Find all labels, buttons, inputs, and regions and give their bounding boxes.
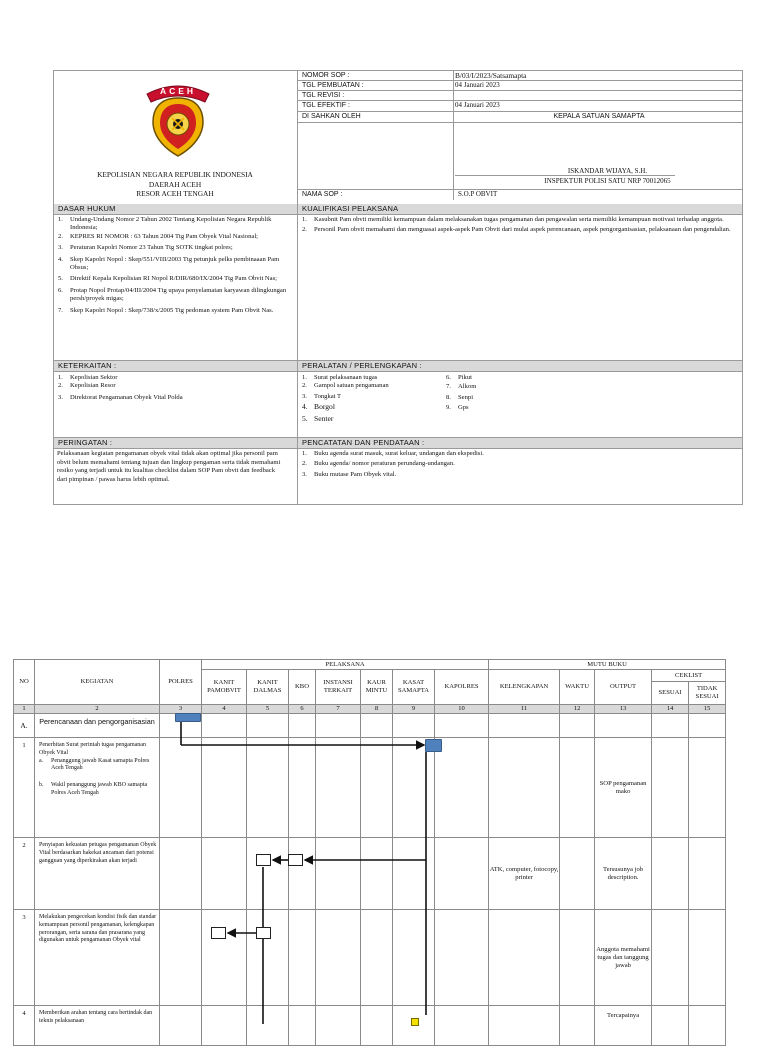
col-mutu-buku-header: MUTU BUKU — [489, 660, 726, 670]
tgl-revisi-label: TGL REVISI : — [302, 92, 345, 99]
list-item: 1. Kasubnit Pam obvit memiliki kemampuan dalam melaksanakan tugas pengamanan dan pengawalan serta memiliki kemampuan motivasi terhadap anggota. — [302, 216, 724, 223]
col-number: 9 — [393, 705, 435, 714]
section-no: A. — [14, 714, 35, 738]
list-item: 6. Pikut — [446, 374, 472, 381]
signer-name: ISKANDAR WIJAYA, S.H. — [567, 167, 648, 175]
col-no-header: NO — [14, 660, 35, 705]
disahkan-value: KEPALA SATUAN SAMAPTA — [553, 113, 645, 120]
list-item: 4. Skep Kapolri Nopol : Skep/551/VIII/2003 Ttg petunjuk pelks pembinaaan Pam Obsus; — [58, 255, 280, 272]
col-number: 15 — [689, 705, 726, 714]
list-item: 2. Buku agenda/ nomor peraturan perundang-undangan. — [302, 460, 455, 468]
list-item: 6. Protap Nopol Protap/04/III/2004 Ttg upaya penyelamatan karyawan dilingkungan persh/proyek migas; — [58, 286, 287, 303]
row-no: 4 — [14, 1006, 35, 1046]
col-kasat-samapta-header: KASAT SAMAPTA — [393, 670, 435, 705]
org-line-1: KEPOLISIAN NEGARA REPUBLIK INDONESIA — [97, 170, 253, 179]
col-number: 8 — [361, 705, 393, 714]
col-number: 6 — [289, 705, 316, 714]
col-kegiatan-header: KEGIATAN — [35, 660, 160, 705]
col-kbo-header: KBO — [289, 670, 316, 705]
list-item: 1. Kepolisian Sektor — [58, 374, 118, 381]
list-item: 3. Buku mutase Pam Obyek vital. — [302, 470, 397, 478]
logo-banner-text: ACEH — [159, 86, 197, 96]
col-number: 4 — [202, 705, 247, 714]
row-no: 3 — [14, 910, 35, 1006]
keterkaitan-header: KETERKAITAN : — [54, 361, 297, 371]
col-kanit-pamobvit-header: KANIT PAMOBVIT — [202, 670, 247, 705]
list-item: 2. Gampol satuan pengamanan — [302, 382, 389, 390]
row-no: 2 — [14, 838, 35, 910]
peringatan-text: Pelaksanaan kegiatan pengamanan obyek vital tidak akan optimal jika personil pam obvit belum memahami tentang tujuan dan lingkup pengaman serta tidak memahami resiko yang terjadi untuk itu kualitas checklist dalam SOP Pam obvit dan feedback dari pimpinan / pawas harus lebih optimal. — [57, 450, 281, 483]
col-pelaksana-header: PELAKSANA — [202, 660, 489, 670]
col-number: 11 — [489, 705, 560, 714]
row-no: 1 — [14, 738, 35, 838]
tgl-pembuatan-value: 04 Januari 2023 — [455, 81, 500, 89]
col-number: 7 — [316, 705, 361, 714]
list-item: 1. Undang-Undang Nomor 2 Tahun 2002 Tentang Kepolisian Negara Republik Indonesia; — [58, 216, 272, 232]
col-output-header: OUTPUT — [595, 670, 652, 705]
section-title: Perencanaan dan pengorganisasian — [35, 714, 160, 738]
flow-dalmas-box — [256, 854, 271, 866]
flow-kasat-box — [425, 739, 442, 752]
col-ceklist-header: CEKLIST — [652, 670, 726, 682]
org-line-3: RESOR ACEH TENGAH — [136, 189, 214, 199]
col-kaur-mintu-header: KAUR MINTU — [361, 670, 393, 705]
col-number: 3 — [160, 705, 202, 714]
peringatan-header: PERINGATAN : — [54, 438, 297, 448]
col-polres-header: POLRES — [160, 660, 202, 705]
col-instansi-header: INSTANSI TERKAIT — [316, 670, 361, 705]
nama-sop-label: NAMA SOP : — [302, 191, 343, 198]
col-number: 5 — [247, 705, 289, 714]
list-item: 2. Kepolisian Resor — [58, 382, 116, 390]
row-output: Anggota memahami tugas dan tanggung jawab — [595, 910, 652, 1006]
col-kelengkapan-header: KELENGKAPAN — [489, 670, 560, 705]
list-item: 4. Borgol — [302, 402, 335, 412]
list-item: 1. Buku agenda surat masuk, surat keluar, undangan dan ekspedisi. — [302, 450, 484, 457]
list-item: 7. Alkom — [446, 383, 477, 391]
col-number: 14 — [652, 705, 689, 714]
kualifikasi-header: KUALIFIKASI PELAKSANA — [298, 204, 742, 214]
col-number: 13 — [595, 705, 652, 714]
row-output: SOP pengamanan mako — [595, 738, 652, 838]
list-item: 2. KEPRES RI NOMOR : 63 Tahun 2004 Ttg Pam Obyek Vital Nasional; — [58, 232, 258, 240]
pencatatan-header: PENCATATAN DAN PENDATAAN : — [298, 438, 742, 448]
list-item: 9. Gps — [446, 404, 469, 412]
col-number: 2 — [35, 705, 160, 714]
list-item: 7. Skep Kapolri Nopol : Skep/738/x/2005 Ttg pedoman system Pam Obvit Nas. — [58, 306, 274, 314]
tgl-pembuatan-label: TGL PEMBUATAN : — [302, 82, 364, 89]
dasar-hukum-header: DASAR HUKUM — [54, 204, 297, 214]
list-item: 2. Personil Pam obvit memahami dan menguasai aspek-aspek Pam Obvit dari mulai aspek perencanaan, aspek pengorganisasian, pelaksanaan dan pengendalian. — [302, 226, 731, 234]
col-number: 12 — [560, 705, 595, 714]
col-waktu-header: WAKTU — [560, 670, 595, 705]
row-kegiatan: Penyiapan kekuatan petugas pengamanan Obyek Vital berdasarkan hakekat ancaman dari potensi gangguan yang diperkirakan akan terjadi — [35, 838, 160, 910]
tgl-efektif-label: TGL EFEKTIF : — [302, 102, 350, 109]
flow-pamobvit-box — [211, 927, 226, 939]
col-kapolres-header: KAPOLRES — [435, 670, 489, 705]
nama-sop-value: S.O.P OBVIT — [458, 190, 498, 198]
row-kelengkapan: ATK, computer, fotocopy, printer — [489, 838, 560, 910]
row-kegiatan: Memberikan arahan tentang cara bertindak dan teknis pelaksanaan — [35, 1006, 160, 1046]
list-item: 8. Senpi — [446, 393, 474, 401]
list-item: 3. Direktorat Pengamanan Obyek Vital Polda — [58, 393, 183, 401]
flow-decision-box — [411, 1018, 419, 1026]
row-output: Tersusunya job description. — [595, 838, 652, 910]
row-kegiatan: Melakukan pengecekan kondisi fisik dan standar kemampuan personil pengamanan, kelengkapan perorangan, serta sarana dan prasarana yang digunakan untuk pengamanan Obyek vital — [35, 910, 160, 1006]
list-item: 3. Peraturan Kapolri Nomor 23 Tahun Ttg SOTK tingkat polres; — [58, 244, 233, 252]
disahkan-label: DI SAHKAN OLEH — [302, 113, 361, 120]
col-tidak-sesuai-header: TIDAK SESUAI — [689, 682, 726, 705]
list-item: 1. Surat pelaksanaan tugas — [302, 374, 378, 381]
col-number: 10 — [435, 705, 489, 714]
col-sesuai-header: SESUAI — [652, 682, 689, 705]
signer-rank: INSPEKTUR POLISI SATU NRP 70012065 — [544, 177, 671, 185]
row-kegiatan: Penerbitan Surat perintah tugas pengamanan Obyek Vital a. Penanggung jawab Kasat samapta Polres Aceh Tengah b. Wakil penanggung jawab KBO samapta Polres Aceh Tengah — [35, 738, 160, 838]
col-number: 1 — [14, 705, 35, 714]
flow-start-box — [175, 713, 201, 722]
list-item: 3. Tongkat T — [302, 392, 342, 400]
list-item: 5. Direktif Kepala Kepolisian RI Nopol R/DIR/680/IX/2004 Ttg Pam Obvit Nas; — [58, 275, 278, 283]
peralatan-header: PERALATAN / PERLENGKAPAN : — [298, 361, 742, 371]
tgl-efektif-value: 04 Januari 2023 — [455, 101, 500, 109]
col-kanit-dalmas-header: KANIT DALMAS — [247, 670, 289, 705]
flow-kbo-box — [288, 854, 303, 866]
row-output: Tercapainya — [595, 1006, 652, 1046]
list-item: 5. Senter — [302, 413, 334, 423]
nomor-sop-label: NOMOR SOP : — [302, 72, 350, 79]
flow-dalmas-box-2 — [256, 927, 271, 939]
org-line-2: DAERAH ACEH — [148, 179, 202, 189]
nomor-sop-value: B/03/I/2023/Satsamapta — [455, 71, 527, 80]
